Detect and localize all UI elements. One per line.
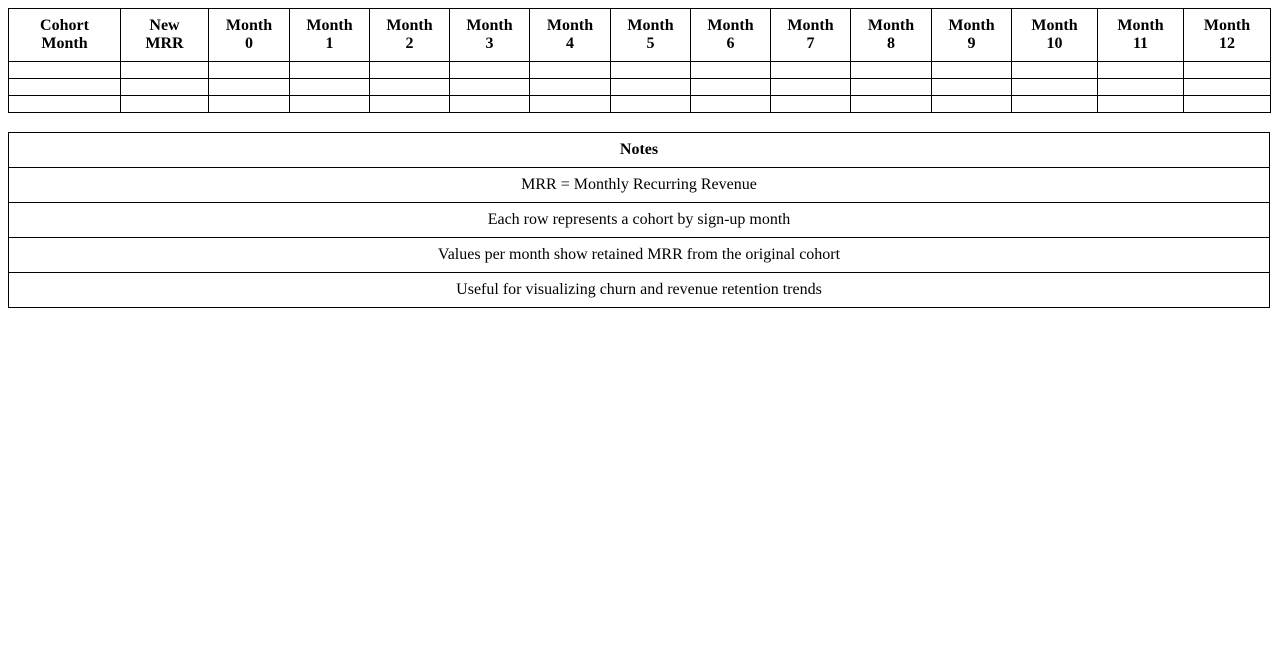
column-header <box>1012 9 1098 62</box>
column-header-line2: 4 <box>566 35 574 52</box>
notes-table-body <box>9 168 1270 308</box>
table-cell <box>1012 96 1098 113</box>
column-header-line1: Month <box>627 17 674 34</box>
column-header-line2: 8 <box>887 35 895 52</box>
column-header-line1: Month <box>1031 17 1078 34</box>
table-cell <box>370 79 450 96</box>
column-header-line1: Month <box>1117 17 1164 34</box>
table-cell <box>691 96 771 113</box>
table-row <box>9 62 1271 79</box>
table-cell <box>530 96 611 113</box>
column-header <box>611 9 691 62</box>
column-header-line2: 6 <box>726 35 735 52</box>
column-header <box>1098 9 1184 62</box>
table-cell <box>691 79 771 96</box>
column-header-line1: Month <box>707 17 754 34</box>
table-cell <box>691 62 771 79</box>
column-header-line1: Month <box>225 17 273 34</box>
column-header <box>9 9 121 62</box>
column-header-line2: 10 <box>1046 35 1063 52</box>
column-header <box>1184 9 1271 62</box>
notes-row <box>9 273 1270 308</box>
cohort-table <box>8 8 1271 113</box>
table-cell <box>530 62 611 79</box>
column-header-line2: Month <box>41 35 88 52</box>
table-cell <box>851 96 932 113</box>
column-header-line2: MRR <box>145 35 184 52</box>
column-header <box>932 9 1012 62</box>
header-row <box>9 9 1271 62</box>
cohort-table-body <box>9 62 1271 113</box>
column-header-line1: Month <box>306 17 353 34</box>
table-cell <box>851 79 932 96</box>
table-cell <box>121 96 209 113</box>
column-header-line1: Month <box>867 17 915 34</box>
table-cell <box>530 79 611 96</box>
table-cell <box>611 62 691 79</box>
column-header-line1: Month <box>466 17 513 34</box>
table-cell <box>209 62 290 79</box>
table-cell <box>9 96 121 113</box>
column-header-line2: 9 <box>967 35 976 52</box>
table-cell <box>450 62 530 79</box>
table-cell <box>1012 62 1098 79</box>
column-header <box>450 9 530 62</box>
notes-row <box>9 203 1270 238</box>
column-header-line1: Month <box>386 17 433 34</box>
column-header <box>851 9 932 62</box>
column-header-line1: Month <box>787 17 834 34</box>
column-header <box>771 9 851 62</box>
column-header-line1: Month <box>1203 17 1251 34</box>
table-cell <box>370 96 450 113</box>
table-cell <box>121 62 209 79</box>
table-cell <box>932 96 1012 113</box>
table-cell <box>932 62 1012 79</box>
table-cell <box>611 79 691 96</box>
table-cell <box>771 79 851 96</box>
note-text: Values per month show retained MRR from the original cohort <box>9 238 1270 273</box>
table-cell <box>450 96 530 113</box>
note-text: Useful for visualizing churn and revenue retention trends <box>9 273 1270 308</box>
column-header-line2: 0 <box>245 35 253 52</box>
column-header <box>370 9 450 62</box>
column-header-line1: Month <box>546 17 594 34</box>
column-header <box>530 9 611 62</box>
table-cell <box>932 79 1012 96</box>
table-cell <box>209 96 290 113</box>
table-cell <box>9 62 121 79</box>
column-header <box>121 9 209 62</box>
table-cell <box>290 62 370 79</box>
column-header <box>691 9 771 62</box>
notes-table <box>8 132 1270 308</box>
table-cell <box>1184 62 1271 79</box>
table-row <box>9 96 1271 113</box>
table-cell <box>9 79 121 96</box>
note-text: Each row represents a cohort by sign-up month <box>9 203 1270 238</box>
table-cell <box>450 79 530 96</box>
table-cell <box>771 62 851 79</box>
notes-header-row <box>9 133 1270 168</box>
table-cell <box>1098 62 1184 79</box>
table-cell <box>1184 79 1271 96</box>
column-header-line2: 1 <box>325 35 334 52</box>
column-header-line1: Cohort <box>40 17 89 34</box>
notes-row <box>9 238 1270 273</box>
note-text: MRR = Monthly Recurring Revenue <box>9 168 1270 203</box>
table-cell <box>1098 96 1184 113</box>
column-header-line2: 7 <box>806 35 815 52</box>
table-cell <box>1098 79 1184 96</box>
column-header <box>209 9 290 62</box>
column-header-line2: 12 <box>1219 35 1235 52</box>
table-cell <box>209 79 290 96</box>
column-header <box>290 9 370 62</box>
table-cell <box>771 96 851 113</box>
notes-heading: Notes <box>9 133 1270 168</box>
column-header-line1: New <box>149 17 180 34</box>
table-cell <box>370 62 450 79</box>
table-cell <box>611 96 691 113</box>
column-header-line2: 11 <box>1132 35 1149 52</box>
table-cell <box>290 96 370 113</box>
table-cell <box>851 62 932 79</box>
column-header-line2: 3 <box>485 35 494 52</box>
notes-row <box>9 168 1270 203</box>
table-cell <box>1184 96 1271 113</box>
column-header-line2: 2 <box>405 35 414 52</box>
column-header-line1: Month <box>948 17 995 34</box>
table-row <box>9 79 1271 96</box>
table-cell <box>1012 79 1098 96</box>
page-content <box>8 8 1270 308</box>
table-cell <box>121 79 209 96</box>
column-header-line2: 5 <box>646 35 655 52</box>
cohort-table-header <box>9 9 1271 62</box>
table-cell <box>290 79 370 96</box>
